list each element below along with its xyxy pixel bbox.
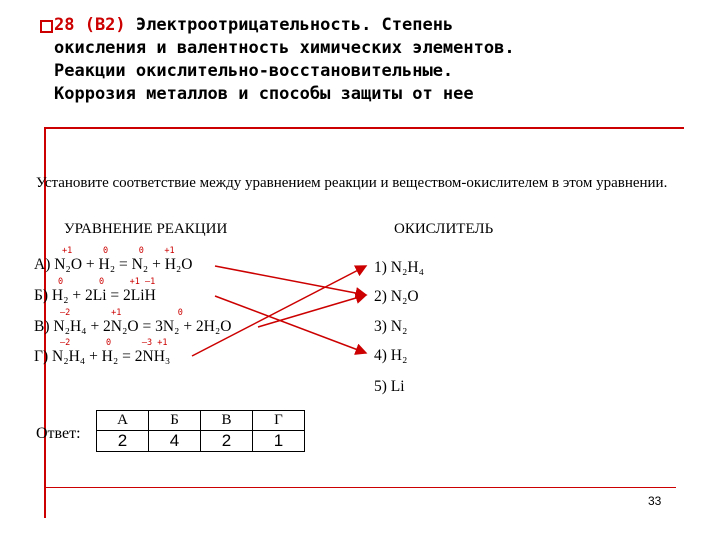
option-5: 5) Li <box>374 378 405 395</box>
answer-table <box>96 410 305 452</box>
page-number: 33 <box>648 494 662 508</box>
oxidation-states-b: 0 0 +1 –1 <box>58 277 156 287</box>
answer-value-a: 2 <box>97 431 149 452</box>
title-line-3: Реакции окислительно-восстановительные. <box>54 61 454 81</box>
arrow-a-to-2 <box>215 266 366 295</box>
answer-col-a: А <box>97 411 149 431</box>
oxidizer-header: ОКИСЛИТЕЛЬ <box>394 221 494 237</box>
equation-a: А) N₂O + H₂ = N₂ + H₂O <box>34 256 193 273</box>
footer-divider <box>44 487 676 488</box>
answer-col-d: Г <box>253 411 305 431</box>
oxidation-states-d: –2 0 –3 +1 <box>60 338 168 348</box>
title-line-1: Электроотрицательность. Степень <box>135 15 454 35</box>
answer-value-c: 2 <box>201 431 253 452</box>
task-code: 28 (B2) <box>54 15 126 35</box>
oxidation-states-c: –2 +1 0 <box>60 308 183 318</box>
option-2: 2) N₂O <box>374 288 419 305</box>
equation-b: Б) H₂ + 2Li = 2LiH <box>34 287 156 304</box>
answer-value-d: 1 <box>253 431 305 452</box>
arrow-c-to-2 <box>258 295 366 327</box>
option-3: 3) N₂ <box>374 318 408 335</box>
answer-label: Ответ: <box>36 425 81 442</box>
answer-col-b: Б <box>149 411 201 431</box>
answer-value-b: 4 <box>149 431 201 452</box>
title-line-4: Коррозия металлов и способы защиты от нее <box>54 84 474 104</box>
task-instruction: Установите соответствие между уравнением реакции и веществом-окислителем в этом уравнении. <box>36 175 668 191</box>
equation-c: В) N₂H₄ + 2N₂O = 3N₂ + 2H₂O <box>34 318 232 335</box>
equation-d: Г) N₂H₄ + H₂ = 2NH₃ <box>34 348 171 365</box>
option-1: 1) N₂H₄ <box>374 259 424 276</box>
title-line-2: окисления и валентность химических элементов. <box>54 38 515 58</box>
oxidation-states-a: +1 0 0 +1 <box>62 246 175 256</box>
equations-header: УРАВНЕНИЕ РЕАКЦИИ <box>64 221 228 237</box>
option-4: 4) H₂ <box>374 347 408 364</box>
answer-col-c: В <box>201 411 253 431</box>
